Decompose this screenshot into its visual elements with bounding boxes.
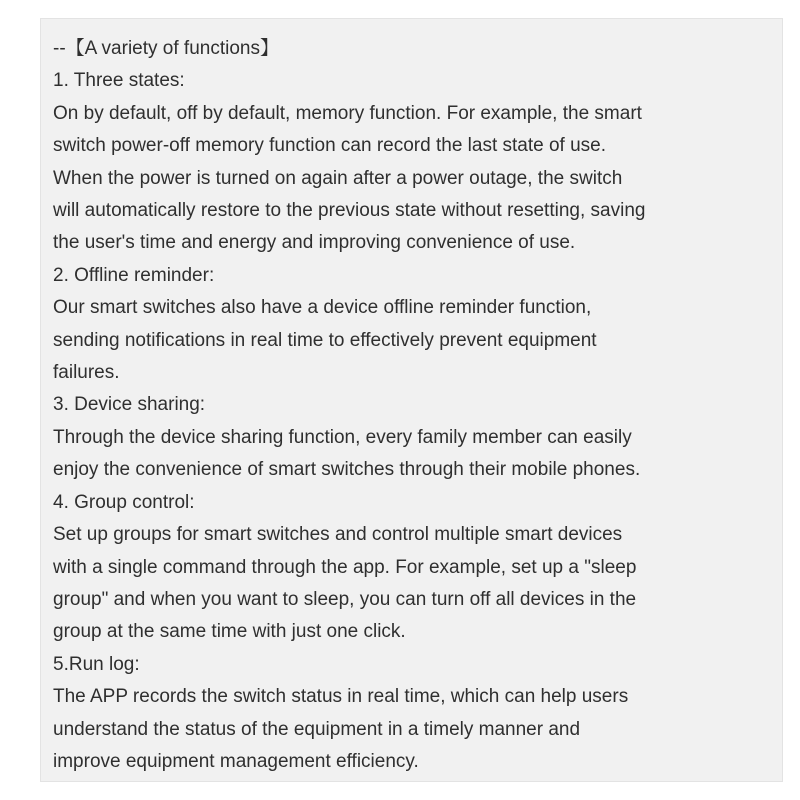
body-line: the user's time and energy and improving convenience of use. xyxy=(53,232,576,254)
body-line: enjoy the convenience of smart switches through their mobile phones. xyxy=(53,459,641,481)
body-line: Set up groups for smart switches and control multiple smart devices xyxy=(53,524,623,546)
body-line: understand the status of the equipment in a timely manner and xyxy=(53,718,581,740)
document-heading: --【A variety of functions】 xyxy=(53,38,279,59)
body-line: improve equipment management efficiency. xyxy=(53,750,419,772)
text-panel xyxy=(40,18,783,782)
section-title: 1. Three states: xyxy=(53,70,185,92)
section-title: 2. Offline reminder: xyxy=(53,264,215,286)
body-line: Through the device sharing function, every family member can easily xyxy=(53,426,632,448)
body-line: The APP records the switch status in real time, which can help users xyxy=(53,686,629,708)
body-line: failures. xyxy=(53,362,120,384)
body-line: with a single command through the app. For example, set up a "sleep xyxy=(53,556,637,578)
body-line: group at the same time with just one click. xyxy=(53,621,406,643)
body-line: group" and when you want to sleep, you can turn off all devices in the xyxy=(53,588,637,610)
body-line: switch power-off memory function can record the last state of use. xyxy=(53,135,607,157)
body-line: sending notifications in real time to effectively prevent equipment xyxy=(53,329,597,351)
document-body xyxy=(53,33,778,778)
section-title: 4. Group control: xyxy=(53,491,195,513)
body-line: Our smart switches also have a device offline reminder function, xyxy=(53,297,592,319)
body-line: will automatically restore to the previous state without resetting, saving xyxy=(53,200,646,222)
section-title: 5.Run log: xyxy=(53,653,140,675)
body-line: When the power is turned on again after a power outage, the switch xyxy=(53,167,623,189)
body-line: On by default, off by default, memory function. For example, the smart xyxy=(53,102,642,124)
section-title: 3. Device sharing: xyxy=(53,394,206,416)
